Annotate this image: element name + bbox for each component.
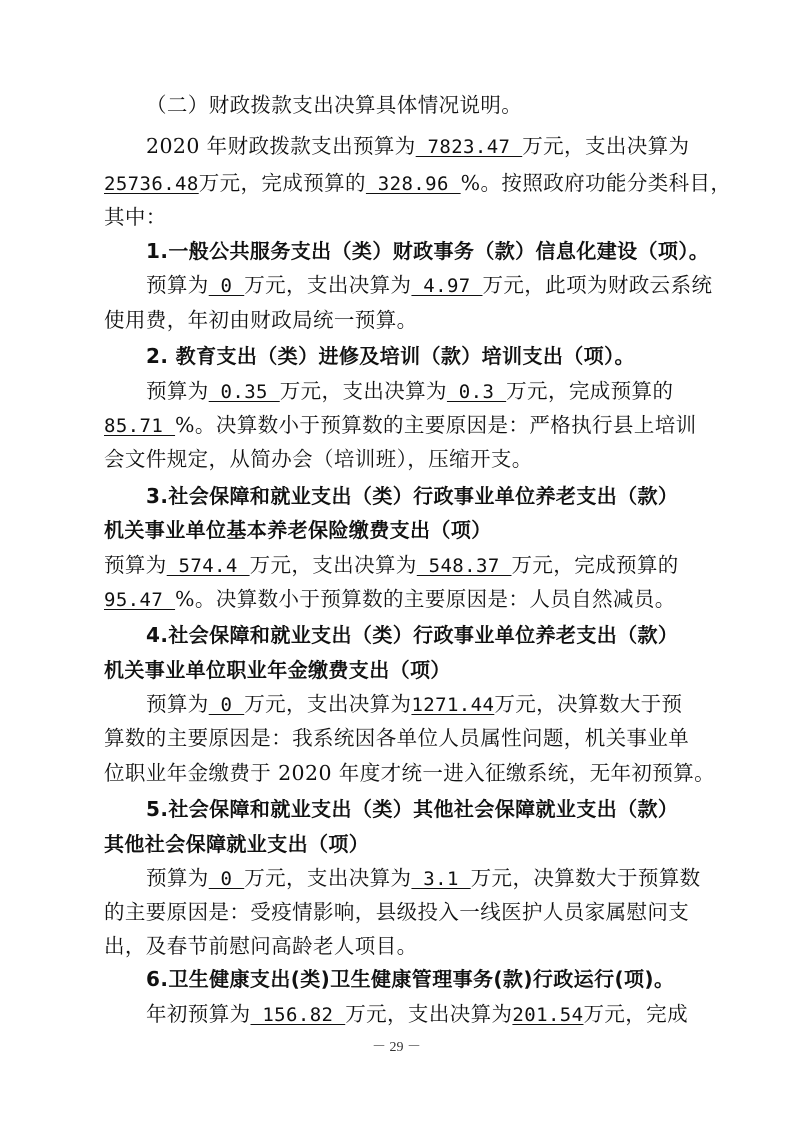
summary-line-2: 25736.48万元，完成预算的 328.96 %。按照政府功能分类科目， [104,171,732,195]
item6-final: 201.54 [512,1004,584,1026]
item2-line-3: 会文件规定，从简办会（培训班），压缩开支。 [104,447,533,471]
item3-line-1: 预算为 574.4 万元，支出决算为 548.37 万元，完成预算的 [104,553,679,577]
item2-line-1: 预算为 0.35 万元，支出决算为 0.3 万元，完成预算的 [146,379,674,403]
section-heading: （二）财政拨款支出决算具体情况说明。 [146,93,523,117]
item5-title-2: 其他社会保障就业支出（项） [104,832,370,856]
item2-final: 0.3 [446,381,507,403]
item3-line-2: 95.47 %。决算数小于预算数的主要原因是：人员自然减员。 [104,587,676,611]
item5-line-3: 出，及春节前慰问高龄老人项目。 [104,934,418,958]
item1-line-1: 预算为 0 万元，支出决算为 4.97 万元，此项为财政云系统 [146,273,713,297]
item2-budget: 0.35 [208,381,280,403]
item6-title: 6.卫生健康支出(类)卫生健康管理事务(款)行政运行(项)。 [146,967,675,991]
item3-title-1: 3.社会保障和就业支出（类）行政事业单位养老支出（款） [146,484,679,508]
item4-title-2: 机关事业单位职业年金缴费支出（项） [104,658,451,682]
item6-budget: 156.82 [250,1004,346,1026]
item5-title-1: 5.社会保障和就业支出（类）其他社会保障就业支出（款） [146,797,679,821]
item4-line-1: 预算为 0 万元，支出决算为1271.44万元，决算数大于预 [146,692,683,716]
item5-line-1: 预算为 0 万元，支出决算为 3.1 万元，决算数大于预算数 [146,866,701,890]
item1-final: 4.97 [411,275,483,297]
budget-value: 7823.47 [415,136,523,158]
item3-budget: 574.4 [166,555,250,577]
item3-final: 548.37 [416,555,512,577]
item5-line-2: 的主要原因是：受疫情影响，县级投入一线医护人员家属慰问支 [104,900,690,924]
item1-budget: 0 [208,275,245,297]
item4-line-2: 算数的主要原因是：我系统因各单位人员属性问题，机关事业单 [104,726,690,750]
percent-value: 328.96 [365,173,461,195]
item5-budget: 0 [208,868,245,890]
final-value: 25736.48 [104,173,199,195]
item4-budget: 0 [208,694,245,716]
item4-title-1: 4.社会保障和就业支出（类）行政事业单位养老支出（款） [146,623,679,647]
item2-line-2: 85.71 %。决算数小于预算数的主要原因是：严格执行县上培训 [104,413,697,437]
item4-line-3: 位职业年金缴费于 2020 年度才统一进入征缴系统，无年初预算。 [104,761,716,785]
item4-final: 1271.44 [411,694,495,716]
item2-title: 2. 教育支出（类）进修及培训（款）培训支出（项）。 [146,344,635,368]
item5-final: 3.1 [411,868,471,890]
item2-percent: 85.71 [104,415,176,437]
item1-title: 1.一般公共服务支出（类）财政事务（款）信息化建设（项）。 [146,239,710,263]
summary-line-3: 其中： [104,205,167,229]
summary-line-1: 2020 年财政拨款支出预算为 7823.47 万元，支出决算为 [146,134,690,158]
item1-line-2: 使用费，年初由财政局统一预算。 [104,308,418,332]
item6-line-1: 年初预算为 156.82 万元，支出决算为201.54万元，完成 [146,1002,688,1026]
item3-percent: 95.47 [104,589,176,611]
item3-title-2: 机关事业单位基本养老保险缴费支出（项） [104,518,492,542]
page-number: － 29 － [372,1040,421,1055]
